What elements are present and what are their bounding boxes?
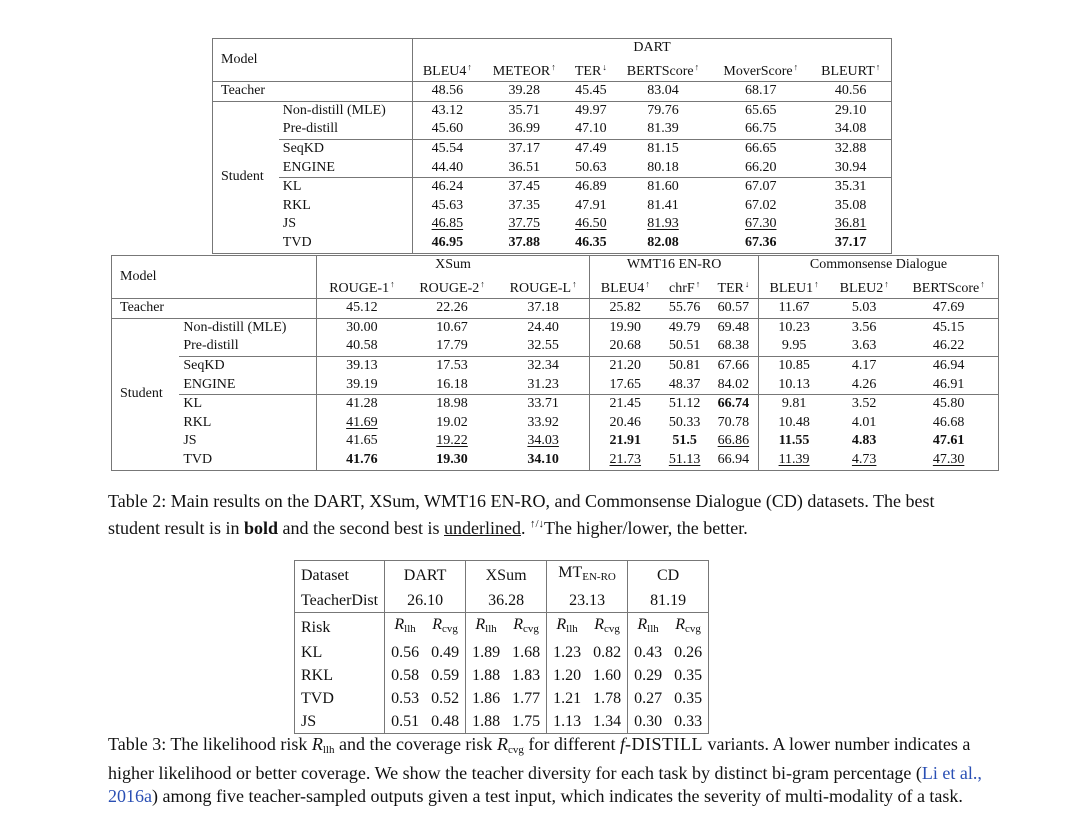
table-cell: 37.17 xyxy=(482,139,567,158)
table-cell: 19.30 xyxy=(407,451,497,470)
table-cell: 45.15 xyxy=(899,318,998,337)
table-cell: 9.95 xyxy=(781,338,807,354)
table2-caption xyxy=(108,490,1008,540)
table-cell: 40.58 xyxy=(346,338,378,354)
table-cell: 0.43 xyxy=(634,644,663,661)
table-cell: 1.88 xyxy=(466,710,507,734)
table-row xyxy=(112,451,999,470)
table-cell: 0.30 xyxy=(628,710,669,734)
table-cell: 51.12 xyxy=(660,395,708,414)
dataset-label: Dataset xyxy=(295,561,385,590)
row-label: KL xyxy=(179,395,316,414)
column-header: BLEU2↑ xyxy=(839,278,889,296)
teacherdist-label: TeacherDist xyxy=(295,589,385,613)
row-label: Pre-distill xyxy=(179,337,316,356)
table-cell: 4.01 xyxy=(851,414,877,430)
table-cell: 4.17 xyxy=(829,356,899,375)
table-cell: 0.48 xyxy=(425,710,466,734)
table-cell: 0.29 xyxy=(634,667,663,684)
table-cell: 10.48 xyxy=(778,414,810,430)
table-cell: 60.57 xyxy=(709,299,759,319)
table-cell: 1.13 xyxy=(547,710,588,734)
table-cell: 67.36 xyxy=(711,234,810,253)
table-cell: 32.88 xyxy=(810,139,891,158)
table-cell: 45.45 xyxy=(567,82,615,102)
row-label: ENGINE xyxy=(279,159,413,178)
table-cell: 50.51 xyxy=(668,338,701,354)
table-cell: 0.49 xyxy=(425,641,466,664)
table-cell: 33.92 xyxy=(497,414,590,433)
table-cell: 20.46 xyxy=(609,414,642,430)
table-row xyxy=(213,139,892,158)
table-cell: 35.08 xyxy=(810,197,891,216)
table-cell: 1.21 xyxy=(553,690,582,707)
table-cell: 66.65 xyxy=(711,139,810,158)
table-cell: 1.68 xyxy=(506,641,547,664)
r-cvg-header: $R_{cvg}$ xyxy=(587,613,628,642)
table-cell: 36.99 xyxy=(508,121,540,137)
row-label: JS xyxy=(279,215,413,234)
table-row xyxy=(112,395,999,414)
row-label: JS xyxy=(179,432,316,451)
teacher-label: Teacher xyxy=(213,82,413,102)
table-cell: 41.65 xyxy=(346,433,378,449)
risk-table xyxy=(294,560,709,734)
table-cell: 19.90 xyxy=(590,318,661,337)
table-cell: 1.23 xyxy=(553,644,582,661)
dataset-name: CD xyxy=(628,561,709,590)
table-cell: 1.86 xyxy=(472,690,501,707)
table-cell: 30.94 xyxy=(810,159,891,178)
table-cell: 69.48 xyxy=(709,318,759,337)
r-llh-header: $R_{llh}$ xyxy=(385,613,426,642)
column-header: TER↓ xyxy=(574,61,607,79)
table-row xyxy=(295,687,709,710)
table-cell: 16.18 xyxy=(436,376,468,392)
model-header: Model xyxy=(213,39,413,82)
table-cell: 4.83 xyxy=(851,433,877,449)
table-cell: 70.78 xyxy=(709,414,759,433)
table-cell: 0.56 xyxy=(391,644,420,661)
teacher-label: Teacher xyxy=(112,299,317,319)
table-cell: 83.04 xyxy=(615,82,711,102)
table-cell: 39.13 xyxy=(316,356,407,375)
table-cell: 46.91 xyxy=(899,376,998,395)
table-cell: 35.71 xyxy=(482,101,567,120)
table-cell: 37.35 xyxy=(508,197,540,213)
table-cell: 30.00 xyxy=(316,318,407,337)
table-cell: 1.75 xyxy=(506,710,547,734)
table-cell: 24.40 xyxy=(497,318,590,337)
table-cell: 79.76 xyxy=(615,101,711,120)
table-cell: 46.24 xyxy=(413,178,482,197)
cd-group-header: Commonsense Dialogue xyxy=(759,256,999,275)
table-cell: 3.56 xyxy=(829,318,899,337)
table-cell: 45.12 xyxy=(316,299,407,319)
table-cell: 48.37 xyxy=(668,376,701,392)
r-cvg-header: $R_{cvg}$ xyxy=(506,613,547,642)
row-label: KL xyxy=(295,641,385,664)
table-cell: 46.89 xyxy=(567,178,615,197)
column-header: BERTScore↑ xyxy=(899,275,998,299)
student-label: Student xyxy=(213,101,279,253)
column-header: ROUGE-L↑ xyxy=(497,275,590,299)
table-cell: 18.98 xyxy=(407,395,497,414)
table-cell: 20.68 xyxy=(609,338,642,354)
r-cvg-header: $R_{cvg}$ xyxy=(668,613,709,642)
table-cell: 49.79 xyxy=(660,318,708,337)
column-header: TER↓ xyxy=(709,275,759,299)
table-cell: 9.81 xyxy=(759,395,830,414)
table-cell: 3.63 xyxy=(851,338,877,354)
dart-group-header: DART xyxy=(413,39,892,58)
r-cvg-header: $R_{cvg}$ xyxy=(425,613,466,642)
table-cell: 68.17 xyxy=(711,82,810,102)
table-cell: 66.74 xyxy=(709,395,759,414)
table-cell: 84.02 xyxy=(709,376,759,395)
table-cell: 0.52 xyxy=(425,687,466,710)
column-header: BLEU1↑ xyxy=(769,278,819,296)
table-cell: 1.20 xyxy=(553,667,582,684)
table-cell: 66.94 xyxy=(709,451,759,470)
table-cell: 0.53 xyxy=(391,690,420,707)
table-cell: 10.85 xyxy=(759,356,830,375)
table-row xyxy=(112,432,999,451)
table-cell: 67.07 xyxy=(711,178,810,197)
table-cell: 11.39 xyxy=(759,451,830,470)
table-cell: 19.22 xyxy=(436,433,468,449)
table-row xyxy=(213,120,892,139)
table-cell: 46.95 xyxy=(413,234,482,253)
table-cell: 67.66 xyxy=(709,356,759,375)
table-cell: 39.28 xyxy=(482,82,567,102)
r-llh-header: $R_{llh}$ xyxy=(466,613,507,642)
caption-paragraph: Table 3: The likelihood risk $R_{llh}$ and the coverage risk $R_{cvg}$ for different f-DISTILL variants. A lower number indicates a higher likelihood or better coverage. We show the teacher diversity for each task by distinct bi-gram percentage (Li et al., 2016a) among five teacher-sampled outputs given a test input, which indicates the severity of multi-modality of a task. xyxy=(108,734,982,806)
table-cell: 46.35 xyxy=(567,234,615,253)
column-header: METEOR↑ xyxy=(492,61,556,79)
table-cell: 46.94 xyxy=(899,356,998,375)
table-cell: 81.39 xyxy=(647,121,679,137)
risk-label: Risk xyxy=(295,613,385,642)
table-cell: 34.08 xyxy=(810,120,891,139)
table-cell: 17.79 xyxy=(436,338,468,354)
column-header: ROUGE-2↑ xyxy=(419,278,485,296)
row-label: RKL xyxy=(279,197,413,216)
table-cell: 25.82 xyxy=(590,299,661,319)
column-header: chrF↑ xyxy=(669,278,701,296)
table-cell: 67.02 xyxy=(744,197,777,213)
table-row xyxy=(213,101,892,120)
table-row xyxy=(213,215,892,234)
table-cell: 0.35 xyxy=(668,664,709,687)
wmt-group-header: WMT16 EN-RO xyxy=(590,256,759,275)
table-cell: 31.23 xyxy=(497,376,590,395)
table-cell: 10.13 xyxy=(778,376,810,392)
table-cell: 1.77 xyxy=(506,687,547,710)
table-cell: 68.38 xyxy=(709,337,759,356)
model-header: Model xyxy=(112,256,317,299)
table-cell: 0.58 xyxy=(391,667,420,684)
table-cell: 47.61 xyxy=(899,432,998,451)
column-header: BERTScore↑ xyxy=(626,61,700,79)
table-cell: 21.45 xyxy=(590,395,661,414)
table-cell: 19.02 xyxy=(436,414,468,430)
table-cell: 40.56 xyxy=(810,82,891,102)
row-label: Pre-distill xyxy=(279,120,413,139)
multi-student-rows xyxy=(112,318,999,470)
row-label: KL xyxy=(279,178,413,197)
table-cell: 0.51 xyxy=(385,710,426,734)
table-cell: 50.63 xyxy=(575,159,607,175)
table-cell: 80.18 xyxy=(647,159,679,175)
table-cell: 65.65 xyxy=(711,101,810,120)
table-cell: 37.18 xyxy=(497,299,590,319)
table-cell: 45.54 xyxy=(413,139,482,158)
row-label: SeqKD xyxy=(179,356,316,375)
row-label: JS xyxy=(295,710,385,734)
table-cell: 21.20 xyxy=(590,356,661,375)
table-cell: 36.28 xyxy=(466,589,547,613)
table-cell: 45.63 xyxy=(431,197,464,213)
table-cell: 81.93 xyxy=(647,216,679,232)
table-cell: 41.28 xyxy=(316,395,407,414)
table-cell: 48.56 xyxy=(413,82,482,102)
table-cell: 47.30 xyxy=(899,451,998,470)
column-header: ROUGE-1↑ xyxy=(329,278,395,296)
table-cell: 1.88 xyxy=(472,667,501,684)
table-cell: 37.17 xyxy=(810,234,891,253)
table-cell: 11.67 xyxy=(759,299,830,319)
table-cell: 0.82 xyxy=(587,641,628,664)
row-label: Non-distill (MLE) xyxy=(179,318,316,337)
table-cell: 36.51 xyxy=(508,159,540,175)
table-row xyxy=(295,664,709,687)
table-cell: 81.60 xyxy=(615,178,711,197)
table-cell: 51.5 xyxy=(672,433,697,449)
table-cell: 45.60 xyxy=(431,121,464,137)
multi-dataset-results-table xyxy=(111,255,999,471)
table-cell: 3.52 xyxy=(829,395,899,414)
table-cell: 67.30 xyxy=(744,216,777,232)
table-row xyxy=(213,197,892,216)
table-cell: 33.71 xyxy=(497,395,590,414)
dart-results-table xyxy=(212,38,892,254)
table3-caption xyxy=(108,733,1008,808)
table-cell: 32.55 xyxy=(497,337,590,356)
r-llh-header: $R_{llh}$ xyxy=(628,613,669,642)
row-label: Non-distill (MLE) xyxy=(279,101,413,120)
table-cell: 0.33 xyxy=(668,710,709,734)
row-label: RKL xyxy=(179,414,316,433)
dataset-name: DART xyxy=(385,561,466,590)
table-cell: 66.75 xyxy=(744,121,777,137)
table-cell: 81.19 xyxy=(628,589,709,613)
table-cell: 41.69 xyxy=(346,414,378,430)
table-cell: 47.91 xyxy=(575,197,607,213)
table-cell: 81.15 xyxy=(615,139,711,158)
table-cell: 0.35 xyxy=(668,687,709,710)
table-cell: 26.10 xyxy=(385,589,466,613)
table-row xyxy=(112,414,999,433)
caption-line: Table 2: Main results on the DART, XSum, WMT16 EN-RO, and Commonsense Dialogue (CD) datasets. The best xyxy=(108,491,935,511)
table-row xyxy=(295,710,709,734)
table-cell: 10.23 xyxy=(759,318,830,337)
table-cell: 23.13 xyxy=(547,589,628,613)
student-label: Student xyxy=(112,318,180,470)
row-label: ENGINE xyxy=(179,376,316,395)
table-cell: 29.10 xyxy=(810,101,891,120)
table-cell: 35.31 xyxy=(810,178,891,197)
table-cell: 37.88 xyxy=(482,234,567,253)
table-row xyxy=(213,234,892,253)
table-cell: 21.73 xyxy=(590,451,661,470)
table-cell: 4.73 xyxy=(829,451,899,470)
table-cell: 49.97 xyxy=(567,101,615,120)
table-cell: 1.34 xyxy=(587,710,628,734)
table-cell: 10.67 xyxy=(407,318,497,337)
table-cell: 46.85 xyxy=(431,216,464,232)
table-cell: 47.49 xyxy=(567,139,615,158)
table-cell: 34.03 xyxy=(497,432,590,451)
xsum-group-header: XSum xyxy=(316,256,589,275)
table-cell: 0.59 xyxy=(425,664,466,687)
row-label: SeqKD xyxy=(279,139,413,158)
table-cell: 4.26 xyxy=(851,376,877,392)
table-cell: 50.81 xyxy=(660,356,708,375)
table-cell: 47.69 xyxy=(899,299,998,319)
column-header: BLEURT↑ xyxy=(810,58,891,82)
risk-rows xyxy=(295,641,709,734)
table-cell: 45.80 xyxy=(899,395,998,414)
table-cell: 36.81 xyxy=(810,215,891,234)
table-cell: 44.40 xyxy=(431,159,464,175)
table-cell: 43.12 xyxy=(413,101,482,120)
table-cell: 82.08 xyxy=(615,234,711,253)
table-cell: 66.86 xyxy=(709,432,759,451)
table-cell: 1.89 xyxy=(472,644,501,661)
table-cell: 39.19 xyxy=(346,376,378,392)
table-row xyxy=(295,641,709,664)
row-label: TVD xyxy=(179,451,316,470)
dataset-name: $MT_{EN-RO}$ xyxy=(547,561,628,590)
table-cell: 1.60 xyxy=(587,664,628,687)
citation-link[interactable]: Li et al., 2016a xyxy=(108,763,982,806)
caption-line: student result is in bold and the second best is underlined. ↑/↓The higher/lower, the better. xyxy=(108,518,748,538)
table-cell: 55.76 xyxy=(660,299,708,319)
table-cell: 1.78 xyxy=(587,687,628,710)
table-cell: 0.26 xyxy=(668,641,709,664)
table-cell: 46.50 xyxy=(575,216,607,232)
table-row xyxy=(213,159,892,178)
table-cell: 17.53 xyxy=(407,356,497,375)
table-cell: 37.75 xyxy=(508,216,540,232)
dart-student-rows xyxy=(213,101,892,253)
row-label: TVD xyxy=(295,687,385,710)
table-cell: 22.26 xyxy=(407,299,497,319)
table-row xyxy=(213,178,892,197)
table-cell: 1.83 xyxy=(506,664,547,687)
table-cell: 50.33 xyxy=(668,414,701,430)
table-cell: 0.27 xyxy=(634,690,663,707)
table-cell: 5.03 xyxy=(829,299,899,319)
dataset-name: XSum xyxy=(466,561,547,590)
table-row xyxy=(112,356,999,375)
table-cell: 81.41 xyxy=(647,197,679,213)
table-cell: 66.20 xyxy=(744,159,777,175)
column-header: MoverScore↑ xyxy=(723,61,799,79)
column-header: BLEU4↑ xyxy=(422,61,472,79)
table-cell: 34.10 xyxy=(497,451,590,470)
row-label: TVD xyxy=(279,234,413,253)
table-cell: 47.10 xyxy=(575,121,607,137)
table-cell: 46.22 xyxy=(899,337,998,356)
table-cell: 21.91 xyxy=(609,433,642,449)
table-cell: 11.55 xyxy=(778,433,810,449)
table-cell: 32.34 xyxy=(497,356,590,375)
table-cell: 37.45 xyxy=(482,178,567,197)
table-cell: 51.13 xyxy=(660,451,708,470)
row-label: RKL xyxy=(295,664,385,687)
table-cell: 41.76 xyxy=(316,451,407,470)
r-llh-header: $R_{llh}$ xyxy=(547,613,588,642)
table-row xyxy=(112,318,999,337)
column-header: BLEU4↑ xyxy=(600,278,650,296)
table-cell: 46.68 xyxy=(899,414,998,433)
table-cell: 17.65 xyxy=(609,376,642,392)
table-row xyxy=(112,337,999,356)
table-row xyxy=(112,376,999,395)
